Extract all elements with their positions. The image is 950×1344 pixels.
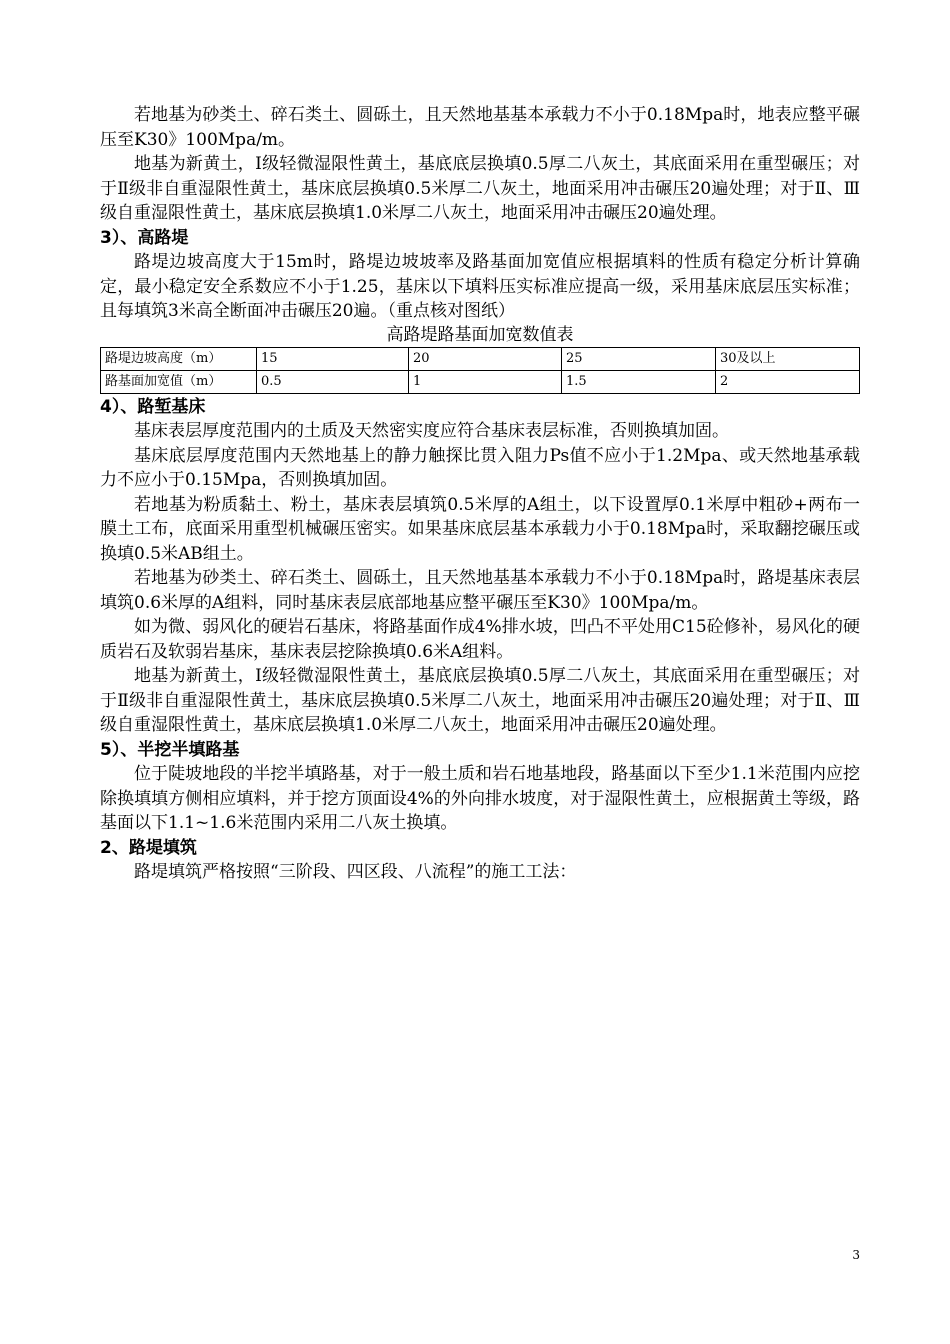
table-cell: 20 [409, 347, 562, 370]
paragraph-silty-clay: 若地基为粉质黏土、粉土，基床表层填筑0.5米厚的A组土，以下设置厚0.1米厚中粗砂+两布一膜土工布，底面采用重型机械碾压密实。如果基床底层基本承载力小于0.18Mpa时，采取翻挖碾压或换填0.5米AB组土。 [100, 494, 860, 564]
paragraph-high-embankment: 路堤边坡高度大于15m时，路堤边坡坡率及路基面加宽值应根据填料的性质有稳定分析计算确定，最小稳定安全系数应不小于1.25，基床以下填料压实标准应提高一级，采用基床底层压实标准；且每填筑3米高全断面冲击碾压20遍。（重点核对图纸） [100, 252, 860, 321]
table-cell: 1 [409, 370, 562, 393]
table-cell: 30及以上 [716, 347, 860, 370]
table-cell: 15 [257, 347, 409, 370]
table-cell: 25 [562, 347, 716, 370]
paragraph-loess-foundation: 地基为新黄土，Ⅰ级轻微湿限性黄土，基底底层换填0.5厚二八灰土，其底面采用在重型碾压；对于Ⅱ级非自重湿限性黄土，基床底层换填0.5米厚二八灰土，地面采用冲击碾压20遍处理；对于Ⅱ、Ⅲ级自重湿限性黄土，基床底层换填1.0米厚二八灰土，地面采用冲击碾压20遍处理。 [100, 154, 860, 223]
table-row [101, 370, 860, 393]
paragraph-hard-rock: 如为微、弱风化的硬岩石基床，将路基面作成4%排水坡，凹凸不平处用C15砼修补，易风化的硬质岩石及软弱岩基床，基床表层挖除换填0.6米A组料。 [100, 617, 860, 662]
paragraph-embankment-filling: 路堤填筑严格按照“三阶段、四区段、八流程”的施工工法： [134, 862, 577, 882]
heading-high-embankment: 3）、高路堤 [100, 227, 189, 248]
table-cell: 2 [716, 370, 860, 393]
paragraph-half-cut-half-fill: 位于陡坡地段的半挖半填路基，对于一般土质和岩石地基地段，路基面以下至少1.1米范围内应挖除换填填方侧相应填料，并于挖方顶面设4%的外向排水坡度，对于湿限性黄土，应根据黄土等级，路基面以下1.1~1.6米范围内采用二八灰土换填。 [100, 764, 860, 833]
page-number: 3 [852, 1248, 860, 1262]
table-row [101, 347, 860, 370]
paragraph-loess: 地基为新黄土，Ⅰ级轻微湿限性黄土，基底底层换填0.5厚二八灰土，其底面采用在重型碾压；对于Ⅱ级非自重湿限性黄土，基床底层换填0.5米厚二八灰土，地面采用冲击碾压20遍处理；对于Ⅱ、Ⅲ级自重湿限性黄土，基床底层换填1.0米厚二八灰土，地面采用冲击碾压20遍处理。 [100, 666, 860, 735]
table-cell: 路堤边坡高度（m） [101, 347, 257, 370]
paragraph-surface-layer: 基床表层厚度范围内的土质及天然密实度应符合基床表层标准，否则换填加固。 [134, 421, 729, 441]
table-cell: 1.5 [562, 370, 716, 393]
heading-embankment-filling: 2、路堤填筑 [100, 837, 197, 858]
table-cell: 0.5 [257, 370, 409, 393]
table-caption: 高路堤路基面加宽数值表 [386, 324, 574, 345]
paragraph-sand-gravel-foundation: 若地基为砂类土、碎石类土、圆砾土，且天然地基基本承载力不小于0.18Mpa时，地表应整平碾压至K30》100Mpa/m。 [100, 105, 860, 150]
paragraph-sand-gravel: 若地基为砂类土、碎石类土、圆砾土，且天然地基基本承载力不小于0.18Mpa时，路堤基床表层填筑0.6米厚的A组料，同时基床表层底部地基应整平碾压至K30》100Mpa/m。 [100, 568, 860, 613]
paragraph-bottom-layer: 基床底层厚度范围内天然地基上的静力触探比贯入阻力Ps值不应小于1.2Mpa、或天然地基承载力不应小于0.15Mpa，否则换填加固。 [100, 445, 860, 490]
heading-half-cut-half-fill: 5）、半挖半填路基 [100, 739, 240, 760]
widening-table [100, 347, 860, 394]
table-cell: 路基面加宽值（m） [101, 370, 257, 393]
heading-cutting-subgrade: 4）、路堑基床 [100, 396, 206, 417]
document-body [100, 103, 860, 885]
